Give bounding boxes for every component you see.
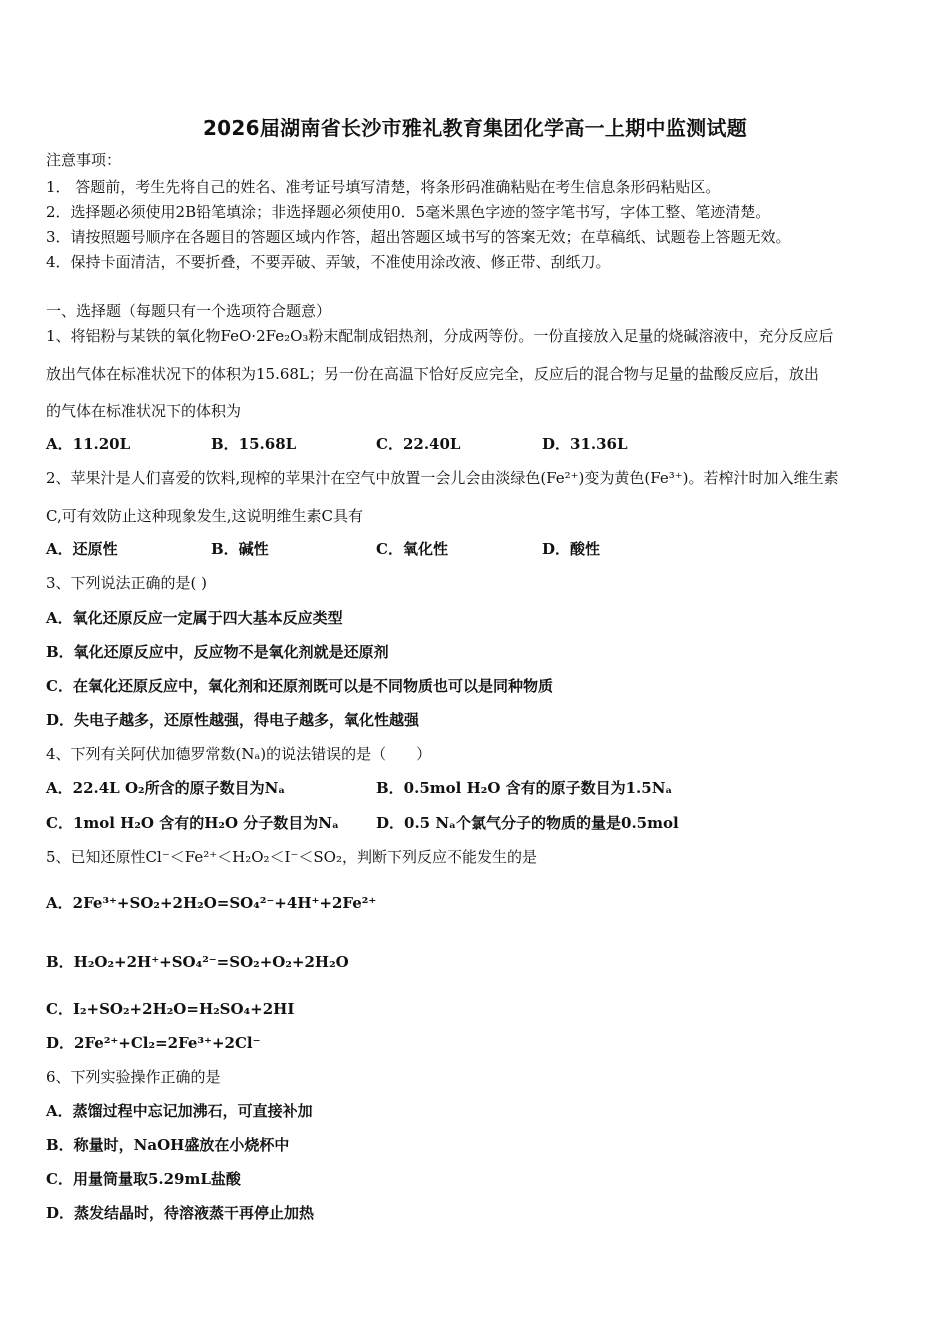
q2-option-a[interactable]: A．还原性 [46, 540, 118, 558]
q6-option-c[interactable]: C．用量筒量取5.29mL盐酸 [46, 1170, 241, 1188]
q5-option-d[interactable]: D．2Fe²⁺+Cl₂=2Fe³⁺+2Cl⁻ [46, 1034, 261, 1052]
q3-option-c[interactable]: C．在氧化还原反应中，氧化剂和还原剂既可以是不同物质也可以是同种物质 [46, 677, 553, 695]
q2-option-b[interactable]: B．碱性 [211, 540, 269, 558]
q6-option-d[interactable]: D．蒸发结晶时，待溶液蒸干再停止加热 [46, 1204, 315, 1222]
notice-item: 2．选择题必须使用2B铅笔填涂；非选择题必须使用0．5毫米黑色字迹的签字笔书写，字体工整、笔迹清楚。 [46, 203, 771, 221]
notice-item: 4．保持卡面清洁，不要折叠，不要弄破、弄皱，不准使用涂改液、修正带、刮纸刀。 [46, 253, 611, 271]
question-5-stem: 5、已知还原性Cl⁻＜Fe²⁺＜H₂O₂＜I⁻＜SO₂，判断下列反应不能发生的是 [46, 848, 537, 866]
q5-option-a[interactable]: A．2Fe³⁺+SO₂+2H₂O=SO₄²⁻+4H⁺+2Fe²⁺ [46, 894, 377, 912]
question-4-stem: 4、下列有关阿伏加德罗常数(Nₐ)的说法错误的是（ ） [46, 745, 432, 763]
q2-option-c[interactable]: C．氧化性 [376, 540, 448, 558]
q1-option-c[interactable]: C．22.40L [376, 435, 461, 453]
question-1-stem: 的气体在标准状况下的体积为 [46, 402, 242, 420]
q1-option-a[interactable]: A．11.20L [46, 435, 131, 453]
q3-option-b[interactable]: B．氧化还原反应中，反应物不是氧化剂就是还原剂 [46, 643, 389, 661]
notice-item: 1． 答题前，考生先将自己的姓名、准考证号填写清楚，将条形码准确粘贴在考生信息条形码粘贴区。 [46, 178, 721, 196]
q3-option-a[interactable]: A．氧化还原反应一定属于四大基本反应类型 [46, 609, 343, 627]
q6-option-a[interactable]: A．蒸馏过程中忘记加沸石，可直接补加 [46, 1102, 313, 1120]
notice-item: 3．请按照题号顺序在各题目的答题区域内作答，超出答题区域书写的答案无效；在草稿纸、试题卷上答题无效。 [46, 228, 791, 246]
q1-option-d[interactable]: D．31.36L [542, 435, 628, 453]
q1-option-b[interactable]: B．15.68L [211, 435, 297, 453]
question-2-stem: 2、苹果汁是人们喜爱的饮料,现榨的苹果汁在空气中放置一会儿会由淡绿色(Fe²⁺)变为黄色(Fe³⁺)。若榨汁时加入维生素 [46, 469, 839, 487]
question-3-stem: 3、下列说法正确的是( ) [46, 574, 208, 592]
q4-option-c[interactable]: C．1mol H₂O 含有的H₂O 分子数目为Nₐ [46, 814, 339, 832]
notice-heading: 注意事项： [46, 151, 122, 169]
question-6-stem: 6、下列实验操作正确的是 [46, 1068, 221, 1086]
question-1-stem: 放出气体在标准状况下的体积为15.68L；另一份在高温下恰好反应完全，反应后的混合物与足量的盐酸反应后，放出 [46, 365, 819, 383]
q3-option-d[interactable]: D．失电子越多，还原性越强，得电子越多，氧化性越强 [46, 711, 420, 729]
q4-option-b[interactable]: B．0.5mol H₂O 含有的原子数目为1.5Nₐ [376, 779, 673, 797]
q6-option-b[interactable]: B．称量时，NaOH盛放在小烧杯中 [46, 1136, 290, 1154]
q4-option-d[interactable]: D．0.5 Nₐ个氯气分子的物质的量是0.5mol [376, 814, 679, 832]
q2-option-d[interactable]: D．酸性 [542, 540, 601, 558]
q4-option-a[interactable]: A．22.4L O₂所含的原子数目为Nₐ [46, 779, 286, 797]
section-heading: 一、选择题（每题只有一个选项符合题意） [46, 302, 332, 320]
question-1-stem: 1、将铝粉与某铁的氧化物FeO·2Fe₂O₃粉末配制成铝热剂，分成两等份。一份直接放入足量的烧碱溶液中，充分反应后 [46, 327, 834, 345]
q5-option-c[interactable]: C．I₂+SO₂+2H₂O=H₂SO₄+2HI [46, 1000, 295, 1018]
page-title: 2026届湖南省长沙市雅礼教育集团化学高一上期中监测试题 [202, 116, 748, 140]
q5-option-b[interactable]: B．H₂O₂+2H⁺+SO₄²⁻=SO₂+O₂+2H₂O [46, 953, 349, 971]
question-2-stem: C,可有效防止这种现象发生,这说明维生素C具有 [46, 507, 363, 525]
